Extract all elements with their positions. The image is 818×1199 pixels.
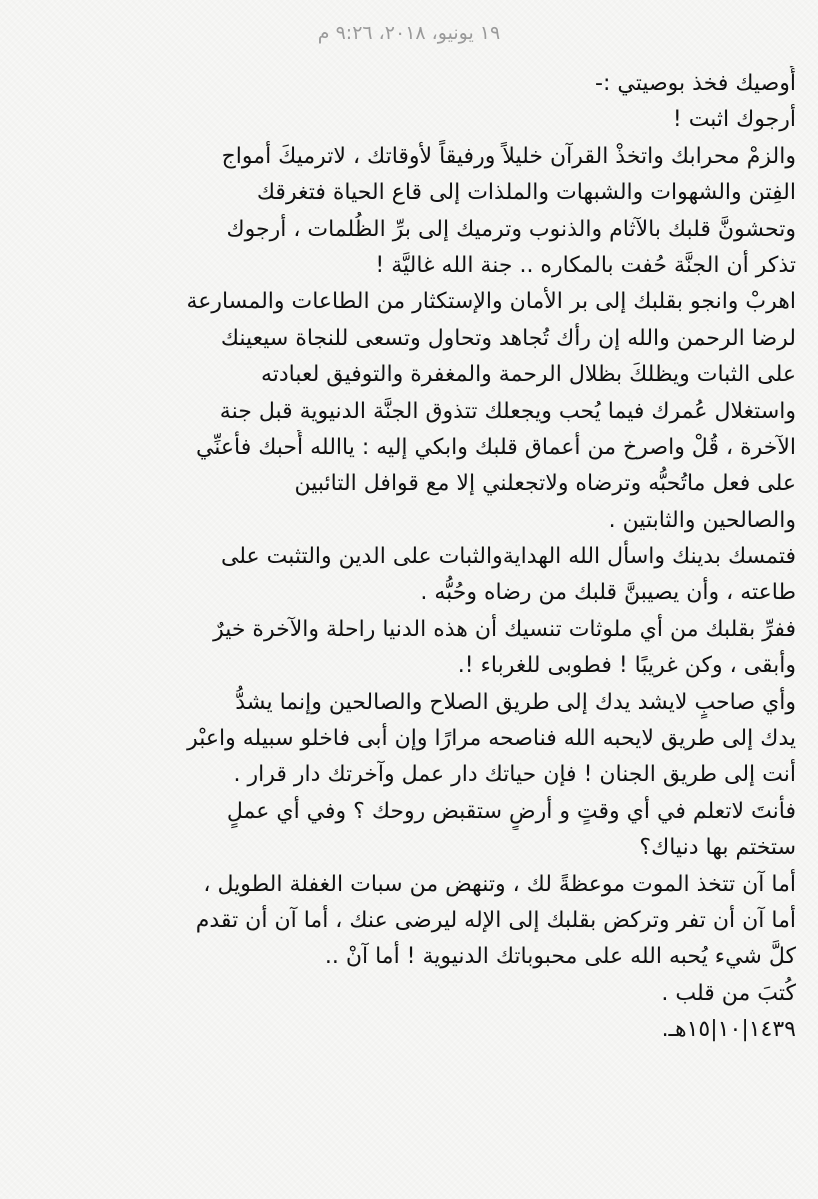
note-body[interactable] [16, 66, 796, 1049]
note-line: على الثبات ويظلكَ بظلال الرحمة والمغفرة والتوفيق لعبادته [260, 362, 796, 388]
note-line: والزمْ محرابك واتخذْ القرآن خليلاً ورفيقاً لأوقاتك ، لاترميكَ أمواج [221, 143, 796, 169]
note-line: أما آن أن تفر وتركض بقلبك إلى الإله ليرضى عنك ، أما آن أن تقدم [195, 907, 796, 933]
note-line: على فعل ماتُحبُّه وترضاه ولاتجعلني إلا مع قوافل التائبين [294, 471, 796, 497]
note-line: طاعته ، وأن يصيبنَّ قلبك من رضاه وحُبُّه . [420, 580, 796, 606]
note-line: أُوصيك فخذ بوصيتي :- [595, 71, 796, 96]
note-line: الفِتن والشهوات والشبهات والملذات إلى قاع الحياة فتغرقك [256, 180, 796, 206]
note-line: يدك إلى طريق لايحبه الله فناصحه مرارًا وإن أبى فاخلو سبيله واعبْر [187, 726, 796, 752]
note-timestamp: ١٩ يونيو، ٢٠١٨، ٩:٢٦ م [317, 22, 501, 44]
note-line: الآخرة ، قُلْ واصرخ من أعماق قلبك وابكي إليه : ياالله أُحبك فأعنِّي [195, 434, 796, 460]
note-line: فتمسك بدينك واسأل الله الهدايةوالثبات على الدين والتثبت على [220, 544, 796, 570]
note-line: كُتبَ من قلب . [661, 980, 796, 1006]
note-line: كلَّ شيء يُحبه الله على محبوباتك الدنيوية ! أما آنْ .. [324, 944, 796, 970]
note-line: ففرِّ بقلبك من أي ملوثات تنسيك أن هذه الدنيا راحلة والآخرة خيرٌ [213, 616, 796, 642]
note-line: اهربْ وانجو بقلبك إلى بر الأمان والإستكثار من الطاعات والمسارعة [186, 289, 796, 315]
note-line: والصالحين والثابتين . [608, 507, 796, 533]
note-line: ستختم بها دنياك؟ [639, 835, 796, 861]
note-line: وتحشونَّ قلبك بالآثام والذنوب وترميك إلى برِّ الظُلمات ، أرجوك [226, 216, 796, 242]
note-line: تذكر أن الجنَّة حُفت بالمكاره .. جنة الله غاليَّة ! [375, 252, 796, 278]
note-line: وأبقى ، وكن غريبًا ! فطوبى للغرباء !. [457, 653, 796, 679]
note-line: أنت إلى طريق الجنان ! فإن حياتك دار عمل وآخرتك دار قرار . [233, 762, 796, 788]
note-line: أرجوك اثبت ! [672, 107, 796, 133]
note-line: وأي صاحبٍ لايشد يدك إلى طريق الصلاح والصالحين وإنما يشدُّ [235, 689, 796, 715]
note-line: ١٤٣٩|١٠|١٥هـ. [661, 1017, 796, 1043]
note-line: واستغلال عُمرك فيما يُحب ويجعلك تتذوق الجنَّة الدنيوية قبل جنة [219, 398, 796, 424]
note-line: لرضا الرحمن والله إن رأك تُجاهد وتحاول وتسعى للنجاة سيعينك [220, 325, 796, 351]
note-line: أما آن تتخذ الموت موعظةً لك ، وتنهض من سبات الغفلة الطويل ، [203, 871, 796, 897]
note-line: فأنتَ لاتعلم في أي وقتٍ و أرضٍ ستقبض روحك ؟ وفي أي عملٍ [226, 798, 796, 824]
